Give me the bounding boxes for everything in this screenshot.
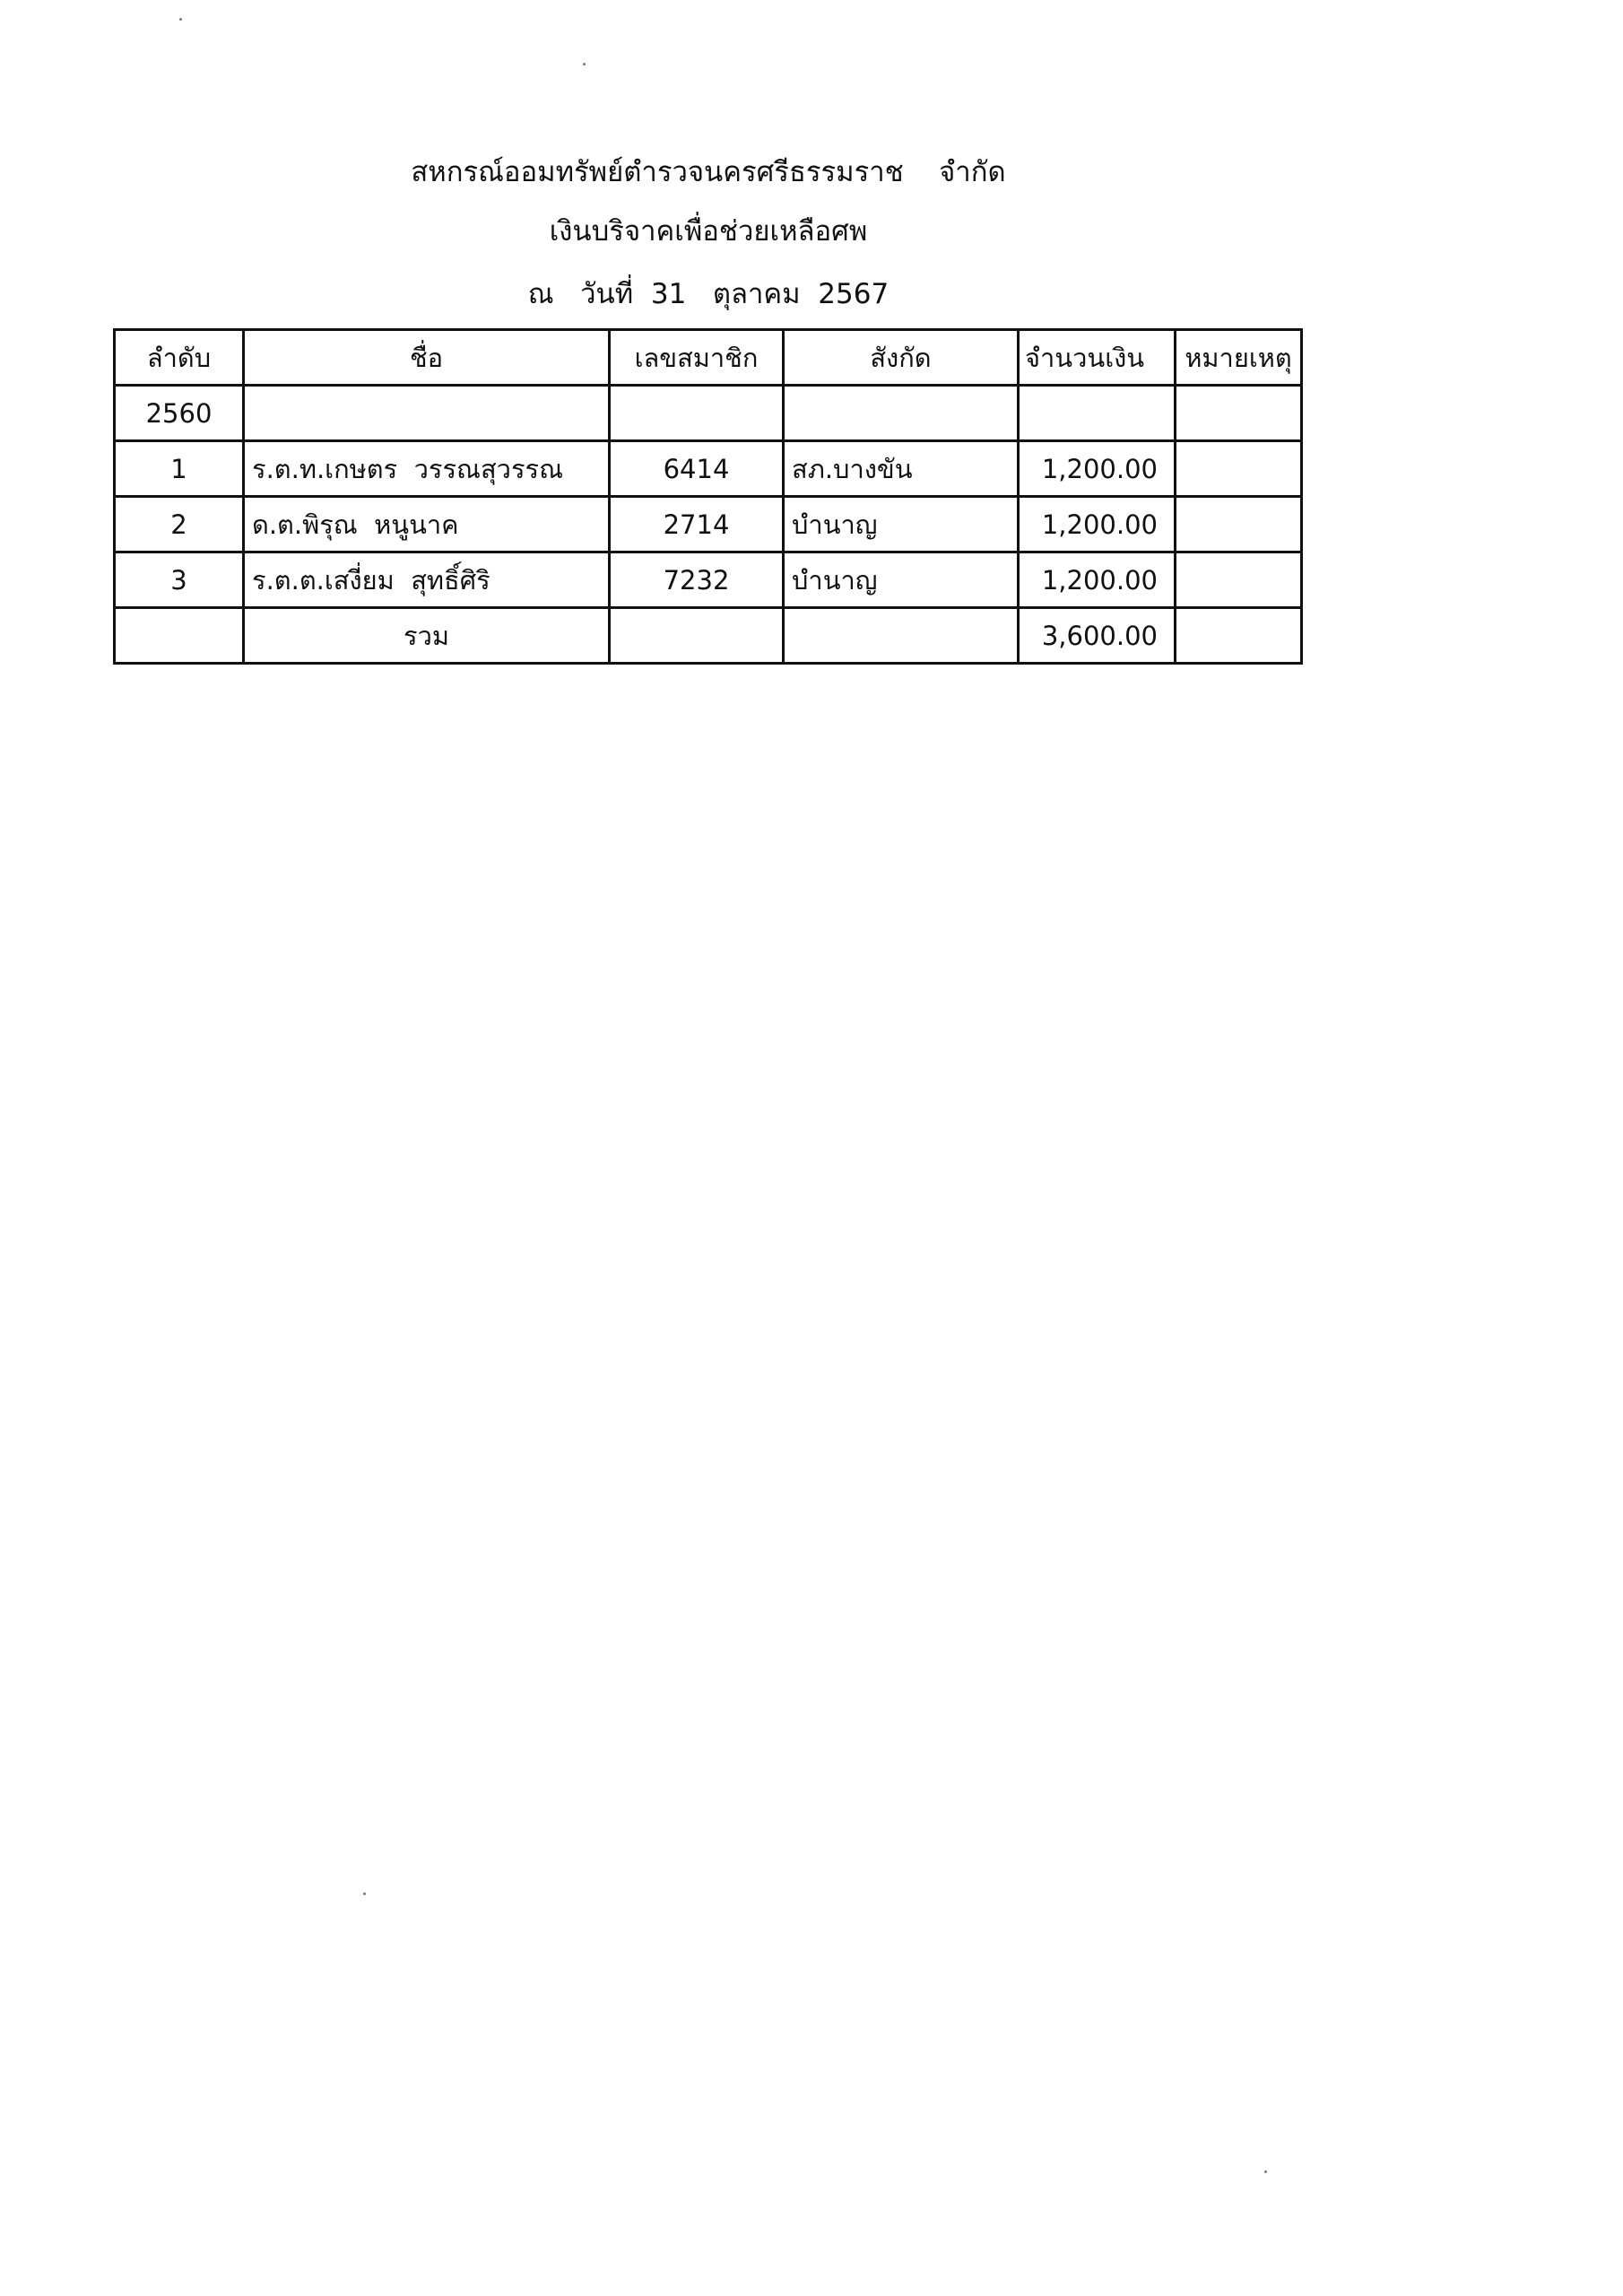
row-seq: 1	[115, 441, 244, 497]
empty-cell	[1176, 608, 1302, 664]
document-subtitle: เงินบริจาคเพื่อช่วยเหลือศพ	[549, 215, 868, 248]
empty-cell	[1176, 386, 1302, 441]
row-note	[1176, 441, 1302, 497]
table-row	[115, 552, 1302, 608]
row-amount: 1,200.00	[1019, 497, 1176, 552]
row-seq: 2	[115, 497, 244, 552]
row-amount: 1,200.00	[1019, 441, 1176, 497]
scan-speck	[583, 63, 586, 65]
empty-cell	[784, 608, 1019, 664]
row-note	[1176, 497, 1302, 552]
total-row	[115, 608, 1302, 664]
row-note	[1176, 552, 1302, 608]
empty-cell	[244, 386, 610, 441]
scan-speck	[1264, 2170, 1267, 2173]
row-unit: บำนาญ	[784, 497, 1019, 552]
row-member-no: 2714	[610, 497, 784, 552]
empty-cell	[784, 386, 1019, 441]
scan-speck	[363, 1892, 366, 1895]
row-seq: 3	[115, 552, 244, 608]
header-member-no: เลขสมาชิก	[610, 330, 784, 386]
empty-cell	[610, 386, 784, 441]
scan-speck	[179, 18, 182, 21]
header-unit: สังกัด	[784, 330, 1019, 386]
total-amount: 3,600.00	[1019, 608, 1176, 664]
header-note: หมายเหตุ	[1176, 330, 1302, 386]
row-member-no: 6414	[610, 441, 784, 497]
row-name: ร.ต.ต.เสงี่ยม สุทธิ์ศิริ	[244, 552, 610, 608]
group-row	[115, 386, 1302, 441]
empty-cell	[1019, 386, 1176, 441]
header-seq: ลำดับ	[115, 330, 244, 386]
table-row	[115, 497, 1302, 552]
date-line: ณ วันที่ 31 ตุลาคม 2567	[527, 278, 890, 310]
row-amount: 1,200.00	[1019, 552, 1176, 608]
org-name: สหกรณ์ออมทรัพย์ตำรวจนครศรีธรรมราช จำกัด	[411, 156, 1006, 188]
total-label: รวม	[244, 608, 610, 664]
table-row	[115, 441, 1302, 497]
empty-cell	[115, 608, 244, 664]
group-label: 2560	[115, 386, 244, 441]
row-unit: สภ.บางขัน	[784, 441, 1019, 497]
header-amount: จำนวนเงิน	[1019, 330, 1176, 386]
header-row	[115, 330, 1302, 386]
row-name: ด.ต.พิรุณ หนูนาค	[244, 497, 610, 552]
empty-cell	[610, 608, 784, 664]
donation-table	[113, 328, 1303, 665]
row-unit: บำนาญ	[784, 552, 1019, 608]
row-member-no: 7232	[610, 552, 784, 608]
header-name: ชื่อ	[244, 330, 610, 386]
row-name: ร.ต.ท.เกษตร วรรณสุวรรณ	[244, 441, 610, 497]
